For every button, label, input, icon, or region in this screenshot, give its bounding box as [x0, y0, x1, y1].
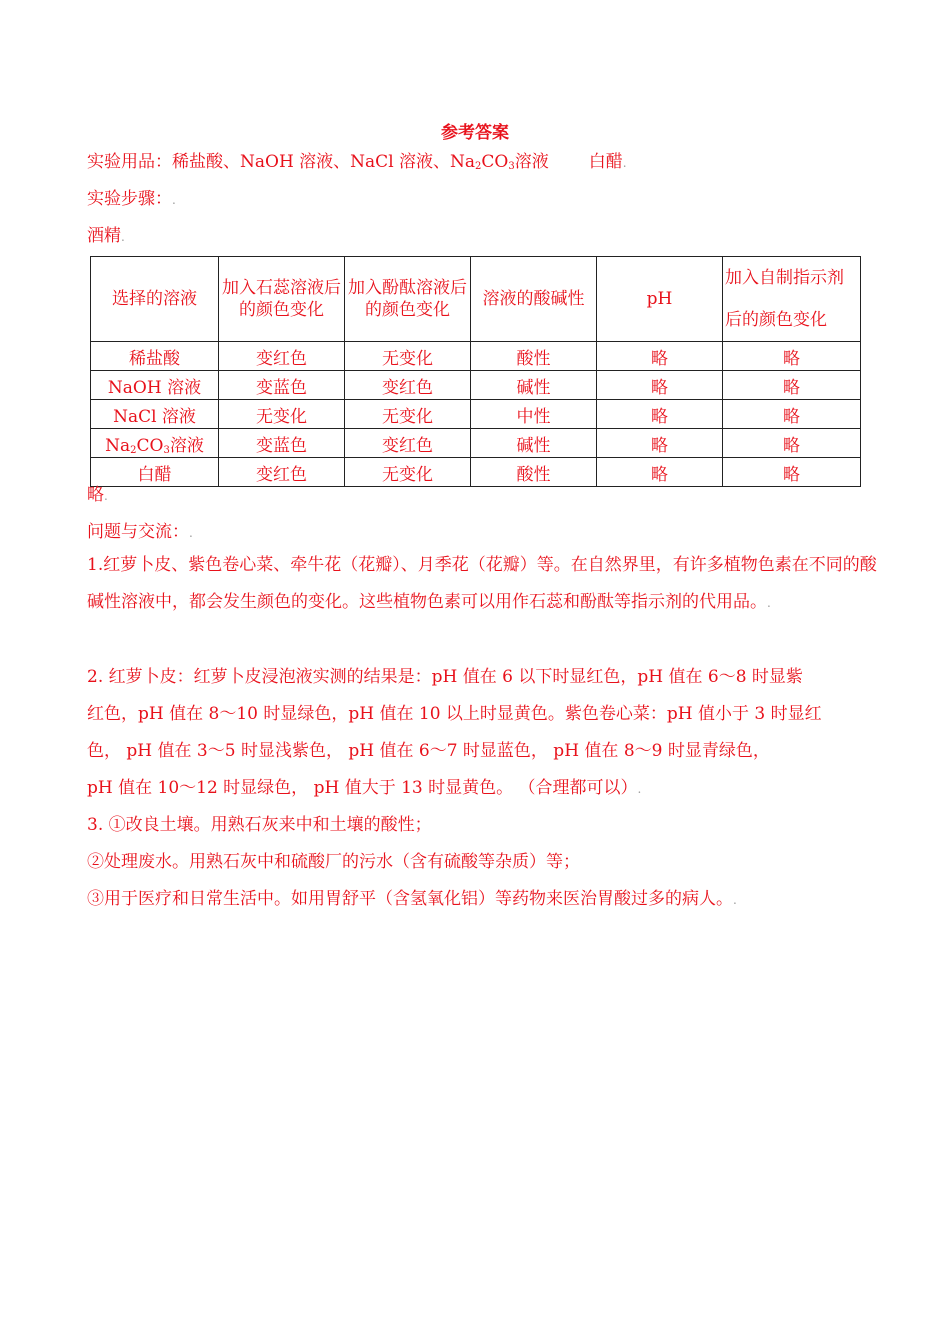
- materials-tail: .: [622, 156, 627, 170]
- cell-solution: $Na_2CO_3$溶液: [91, 429, 219, 458]
- cell-ph: 略: [597, 342, 723, 371]
- cell-acidity: 中性: [471, 400, 597, 429]
- cell-acidity: 酸性: [471, 458, 597, 487]
- cell-litmus: 变红色: [219, 458, 345, 487]
- cell-acidity: 碱性: [471, 429, 597, 458]
- cell-ph: 略: [597, 400, 723, 429]
- cell-acidity: 酸性: [471, 342, 597, 371]
- answer-1-tail: .: [767, 596, 771, 610]
- table-header-row: [91, 257, 861, 342]
- cell-solution: NaOH 溶液: [91, 371, 219, 400]
- after-table-text: 略: [87, 485, 104, 505]
- steps-tail: .: [172, 193, 176, 207]
- cell-custom-indicator: 略: [723, 400, 861, 429]
- table-row: [91, 371, 861, 400]
- answer-3: [87, 807, 877, 919]
- table-row: [91, 458, 861, 487]
- header-litmus: 加入石蕊溶液后的颜色变化: [219, 257, 345, 342]
- cell-litmus: 变蓝色: [219, 429, 345, 458]
- answer-2-line-2: 红色，pH 值在 8～10 时显绿色，pH 值在 10 以上时显黄色。紫色卷心菜：pH 值小于 3 时显红: [87, 704, 822, 724]
- cell-custom-indicator: 略: [723, 458, 861, 487]
- cell-phenolphthalein: 无变化: [345, 458, 471, 487]
- materials-text: 稀盐酸、NaOH 溶液、NaCl 溶液、$Na_2CO_3$溶液: [172, 152, 549, 172]
- header-ph: pH: [597, 257, 723, 342]
- steps-label: 实验步骤：: [87, 189, 172, 209]
- cell-solution: 稀盐酸: [91, 342, 219, 371]
- header-phenolphthalein: 加入酚酞溶液后的颜色变化: [345, 257, 471, 342]
- page-title: 参考答案: [441, 123, 509, 143]
- cell-custom-indicator: 略: [723, 429, 861, 458]
- cell-phenolphthalein: 变红色: [345, 371, 471, 400]
- after-table-tail: .: [104, 489, 108, 503]
- answer-2: [87, 659, 877, 808]
- cell-ph: 略: [597, 458, 723, 487]
- table-row: [91, 342, 861, 371]
- answer-3-tail: .: [733, 893, 737, 907]
- discussion-label: 问题与交流：: [87, 522, 189, 542]
- alcohol-text: 酒精: [87, 226, 121, 246]
- answer-3-line-2: ②处理废水。用熟石灰中和硫酸厂的污水（含有硫酸等杂质）等；: [87, 852, 580, 872]
- answer-2-line-4: pH 值在 10～12 时显绿色， pH 值大于 13 时显黄色。 （合理都可以）: [87, 778, 638, 798]
- after-table-line: [87, 484, 108, 507]
- discussion-line: [87, 521, 193, 544]
- cell-solution: 白醋: [91, 458, 219, 487]
- cell-phenolphthalein: 无变化: [345, 400, 471, 429]
- alcohol-line: [87, 225, 125, 248]
- cell-litmus: 无变化: [219, 400, 345, 429]
- header-acidity: 溶液的酸碱性: [471, 257, 597, 342]
- answer-1: [87, 547, 877, 622]
- cell-litmus: 变红色: [219, 342, 345, 371]
- materials-line: [87, 151, 627, 178]
- table-row: [91, 400, 861, 429]
- cell-acidity: 碱性: [471, 371, 597, 400]
- answer-2-line-1: 2. 红萝卜皮：红萝卜皮浸泡液实测的结果是：pH 值在 6 以下时显红色，pH 值在 6～8 时显紫: [87, 667, 803, 687]
- results-table: [90, 256, 861, 487]
- discussion-tail: .: [189, 526, 193, 540]
- alcohol-tail: .: [121, 230, 125, 244]
- materials-extra: 白醋: [588, 152, 623, 172]
- table-row: [91, 429, 861, 458]
- cell-litmus: 变蓝色: [219, 371, 345, 400]
- answer-2-line-3: 色， pH 值在 3～5 时显浅紫色， pH 值在 6～7 时显蓝色， pH 值在 8～9 时显青绿色，: [87, 741, 770, 761]
- answer-1-text: 1.红萝卜皮、紫色卷心菜、牵牛花（花瓣）、月季花（花瓣）等。在自然界里，有许多植物色素在不同的酸碱性溶液中，都会发生颜色的变化。这些植物色素可以用作石蕊和酚酞等指示剂的代用品。: [87, 555, 877, 612]
- cell-ph: 略: [597, 429, 723, 458]
- cell-custom-indicator: 略: [723, 371, 861, 400]
- cell-custom-indicator: 略: [723, 342, 861, 371]
- answer-2-tail: .: [637, 782, 642, 796]
- cell-phenolphthalein: 无变化: [345, 342, 471, 371]
- cell-phenolphthalein: 变红色: [345, 429, 471, 458]
- cell-solution: NaCl 溶液: [91, 400, 219, 429]
- steps-line: [87, 188, 176, 211]
- header-custom-indicator: 加入自制指示剂后的颜色变化: [723, 257, 861, 342]
- cell-ph: 略: [597, 371, 723, 400]
- answer-3-line-3: ③用于医疗和日常生活中。如用胃舒平（含氢氧化铝）等药物来医治胃酸过多的病人。: [87, 889, 733, 909]
- answer-3-line-1: 3. ①改良土壤。用熟石灰来中和土壤的酸性；: [87, 815, 432, 835]
- materials-label: 实验用品：: [87, 152, 172, 172]
- header-solution: 选择的溶液: [91, 257, 219, 342]
